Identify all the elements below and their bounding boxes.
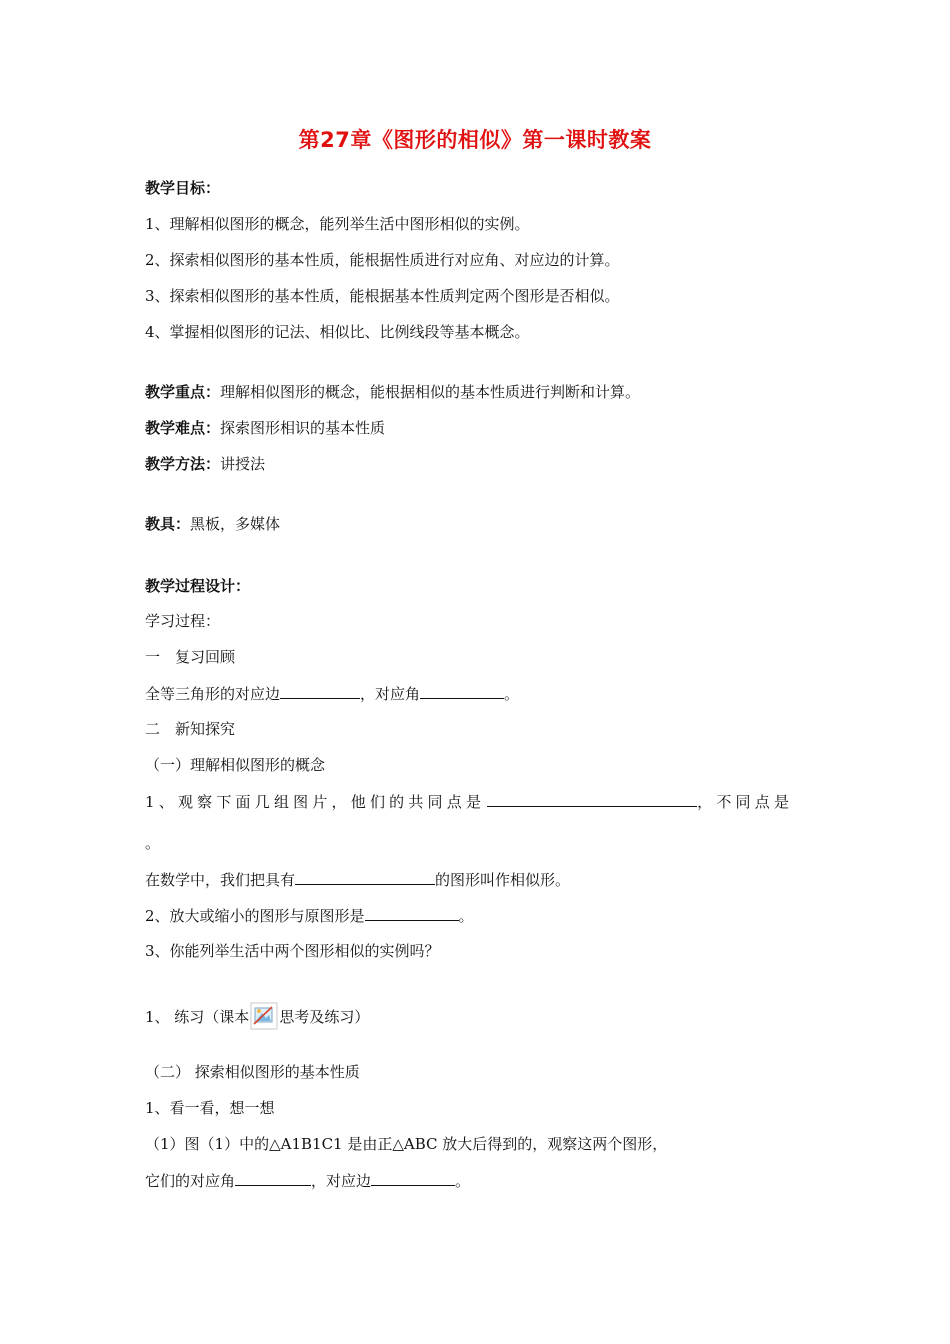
blank-sides <box>371 1170 455 1186</box>
method-line <box>145 454 265 474</box>
corresponding-text-3: 。 <box>455 1172 471 1190</box>
life-example-question: 3、你能列举生活中两个图形相似的实例吗？ <box>145 942 440 960</box>
tools-label: 教具： <box>145 515 191 533</box>
observe-question-end: 。 <box>145 834 161 852</box>
review-text-1: 全等三角形的对应边 <box>145 685 281 703</box>
tools-text: 黑板，多媒体 <box>190 515 281 533</box>
objective-item-2: 2、探索相似图形的基本性质，能根据性质进行对应角、对应边的计算。 <box>145 251 620 269</box>
method-text: 讲授法 <box>220 455 266 473</box>
objective-item-3: 3、探索相似图形的基本性质，能根据基本性质判定两个图形是否相似。 <box>145 287 620 305</box>
practice-line <box>145 1002 369 1030</box>
blank-definition <box>295 869 435 885</box>
section-new-knowledge-heading: 二 新知探究 <box>145 720 236 738</box>
difficulty-line <box>145 418 385 438</box>
method-label: 教学方法： <box>145 455 221 473</box>
review-text-2: ，对应角 <box>360 685 421 703</box>
corresponding-question <box>145 1170 470 1191</box>
blank-common-point <box>487 791 697 807</box>
objective-item-1: 1、理解相似图形的概念，能列举生活中图形相似的实例。 <box>145 215 530 233</box>
corresponding-text-2: ，对应边 <box>311 1172 372 1190</box>
scaled-figure-text-1: 2、放大或缩小的图形与原图形是 <box>145 907 365 925</box>
section-review-heading: 一 复习回顾 <box>145 648 236 666</box>
observe-text-1: 1、观察下面几组图片，他们的共同点是 <box>145 793 486 811</box>
review-text-3: 。 <box>504 685 520 703</box>
broken-image-icon <box>250 1002 278 1030</box>
figure-question: （1）图（1）中的△A1B1C1 是由正△ABC 放大后得到的，观察这两个图形， <box>145 1135 668 1153</box>
scaled-figure-text-2: 。 <box>458 907 474 925</box>
subsection-properties-heading: （二） 探索相似图形的基本性质 <box>145 1063 360 1081</box>
process-heading: 教学过程设计： <box>145 577 251 595</box>
math-definition <box>145 869 570 890</box>
review-question <box>145 683 519 704</box>
blank-corresponding-sides <box>280 683 360 699</box>
practice-text-1: 1、 练习（课本 <box>145 1008 250 1026</box>
key-point-text: 理解相似图形的概念，能根据相似的基本性质进行判断和计算。 <box>220 383 641 401</box>
key-point-line <box>145 382 640 402</box>
difficulty-label: 教学难点： <box>145 419 221 437</box>
objective-item-4: 4、掌握相似图形的记法、相似比、比例线段等基本概念。 <box>145 323 530 341</box>
practice-text-2: 思考及练习） <box>279 1008 370 1026</box>
blank-corresponding-angles <box>420 683 504 699</box>
math-definition-text-2: 的图形叫作相似形。 <box>435 871 571 889</box>
look-and-think: 1、看一看，想一想 <box>145 1099 275 1117</box>
observe-question <box>145 791 793 812</box>
key-point-label: 教学重点： <box>145 383 221 401</box>
corresponding-text-1: 它们的对应角 <box>145 1172 236 1190</box>
math-definition-text-1: 在数学中，我们把具有 <box>145 871 296 889</box>
observe-text-2: ，不同点是 <box>697 793 794 811</box>
blank-angles <box>235 1170 311 1186</box>
learning-process-label: 学习过程： <box>145 612 221 630</box>
objectives-heading: 教学目标： <box>145 179 221 197</box>
subsection-concept-heading: （一）理解相似图形的概念 <box>145 756 326 774</box>
difficulty-text: 探索图形相识的基本性质 <box>220 419 386 437</box>
blank-scaled-figure <box>365 905 459 921</box>
tools-line <box>145 514 280 534</box>
scaled-figure-question <box>145 905 474 926</box>
document-title: 第27章《图形的相似》第一课时教案 <box>298 128 652 152</box>
